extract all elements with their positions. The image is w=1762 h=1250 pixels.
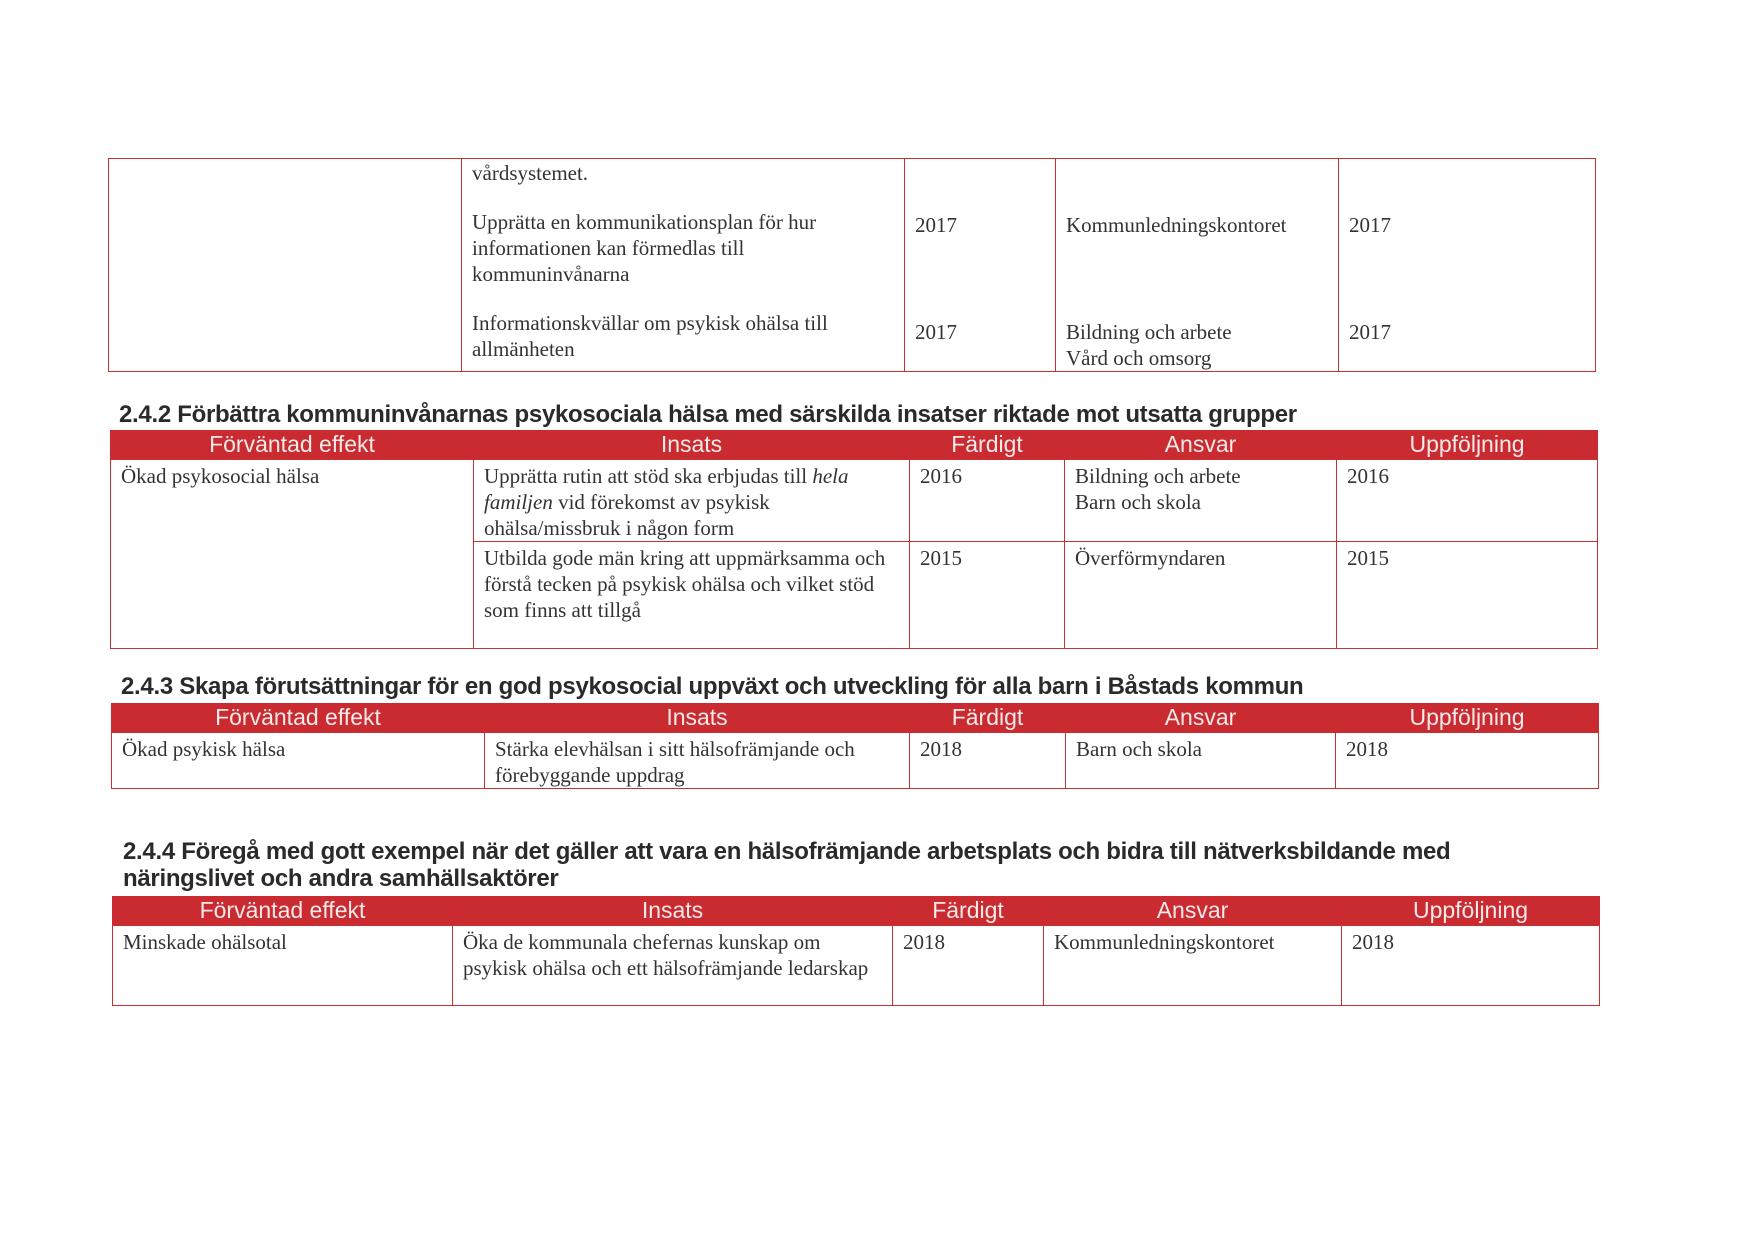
header-uppfoljning: Uppföljning [1336, 703, 1599, 733]
effekt-text: Ökad psykisk hälsa [122, 737, 286, 761]
fardigt-cell [910, 733, 1066, 789]
fardigt-cell [893, 926, 1044, 1006]
fardigt-text: 2016 [920, 464, 962, 488]
fardigt-cell [910, 542, 1065, 649]
section-heading-2-4-3: 2.4.3 Skapa förutsättningar för en god psykosocial uppväxt och utveckling för alla barn i Båstads kommun [121, 673, 1304, 700]
fardigt-text: 2017 [915, 320, 957, 344]
table-row [111, 460, 1598, 542]
uppfoljning-text: 2015 [1347, 546, 1389, 570]
insats-cell [462, 159, 905, 372]
section-heading-line: näringslivet och andra samhällsaktörer [123, 865, 559, 892]
insats-text: Öka de kommunala chefernas kunskap om psykisk ohälsa och ett hälsofrämjande ledarskap [463, 930, 869, 980]
header-insats: Insats [453, 896, 893, 926]
header-ansvar: Ansvar [1066, 703, 1336, 733]
section-heading-2-4-2: 2.4.2 Förbättra kommuninvånarnas psykosociala hälsa med särskilda insatser riktade mot utsatta grupper [119, 401, 1297, 428]
table-row [112, 733, 1599, 789]
table-2-4-2 [110, 430, 1598, 649]
insats-cell [474, 542, 910, 649]
header-forvantad-effekt: Förväntad effekt [113, 896, 453, 926]
effekt-cell [112, 733, 485, 789]
header-forvantad-effekt: Förväntad effekt [112, 703, 485, 733]
header-fardigt: Färdigt [893, 896, 1044, 926]
uppfoljning-text: 2017 [1349, 213, 1391, 237]
header-uppfoljning: Uppföljning [1337, 430, 1598, 460]
fardigt-text: 2018 [920, 737, 962, 761]
uppfoljning-text: 2017 [1349, 320, 1391, 344]
header-fardigt: Färdigt [910, 430, 1065, 460]
section-heading-line: 2.4.4 Föregå med gott exempel när det gäller att vara en hälsofrämjande arbetsplats och bidra till nätverksbildande med [123, 838, 1451, 865]
insats-cell [474, 460, 910, 542]
insats-text: Upprätta rutin att stöd ska erbjudas till hela familjen vid förekomst av psykisk ohälsa/missbruk i någon form [484, 464, 849, 540]
header-ansvar: Ansvar [1065, 430, 1337, 460]
fardigt-text: 2015 [920, 546, 962, 570]
ansvar-text: Bildning och arbete [1075, 464, 1241, 488]
uppfoljning-cell [1337, 460, 1598, 542]
table-row [113, 926, 1600, 1006]
ansvar-text: Överförmyndaren [1075, 546, 1226, 570]
ansvar-text: Barn och skola [1076, 737, 1202, 761]
table-header-row [112, 703, 1599, 733]
uppfoljning-text: 2016 [1347, 464, 1389, 488]
fardigt-cell [905, 159, 1056, 372]
table-header-row [111, 430, 1598, 460]
ansvar-cell [1056, 159, 1339, 372]
insats-text: Stärka elevhälsan i sitt hälsofrämjande och förebyggande uppdrag [495, 737, 855, 787]
header-insats: Insats [474, 430, 910, 460]
ansvar-text: Kommunledningskontoret [1054, 930, 1275, 954]
ansvar-cell [1065, 542, 1337, 649]
ansvar-cell [1066, 733, 1336, 789]
insats-text: vårdsystemet. [472, 161, 589, 185]
ansvar-cell [1044, 926, 1342, 1006]
ansvar-text: Barn och skola [1075, 490, 1201, 514]
effekt-text: Minskade ohälsotal [123, 930, 287, 954]
header-fardigt: Färdigt [910, 703, 1066, 733]
insats-text: Informationskvällar om psykisk ohälsa till allmänheten [472, 311, 828, 361]
header-ansvar: Ansvar [1044, 896, 1342, 926]
section-heading-2-4-4 [123, 838, 1450, 892]
ansvar-text: Bildning och arbete [1066, 320, 1232, 344]
effekt-cell [113, 926, 453, 1006]
insats-text: Utbilda gode män kring att uppmärksamma och förstå tecken på psykisk ohälsa och vilket stöd som finns att tillgå [484, 546, 886, 622]
header-forvantad-effekt: Förväntad effekt [111, 430, 474, 460]
effekt-cell [111, 460, 474, 649]
fardigt-text: 2018 [903, 930, 945, 954]
table-2-4-3 [111, 703, 1599, 789]
table-header-row [113, 896, 1600, 926]
uppfoljning-text: 2018 [1352, 930, 1394, 954]
fardigt-text: 2017 [915, 213, 957, 237]
insats-text: Upprätta en kommunikationsplan för hur informationen kan förmedlas till kommuninvånarna [472, 210, 817, 286]
header-insats: Insats [485, 703, 910, 733]
effekt-text: Ökad psykosocial hälsa [121, 464, 320, 488]
fardigt-cell [910, 460, 1065, 542]
ansvar-text: Vård och omsorg [1066, 346, 1212, 370]
uppfoljning-cell [1342, 926, 1600, 1006]
header-uppfoljning: Uppföljning [1342, 896, 1600, 926]
effekt-cell-empty [109, 159, 462, 372]
ansvar-text: Kommunledningskontoret [1066, 213, 1287, 237]
insats-cell [453, 926, 893, 1006]
table-2-4-4 [112, 896, 1600, 1006]
uppfoljning-cell [1336, 733, 1599, 789]
ansvar-cell [1065, 460, 1337, 542]
insats-cell [485, 733, 910, 789]
uppfoljning-cell [1339, 159, 1596, 372]
table-continuation [108, 158, 1596, 372]
uppfoljning-cell [1337, 542, 1598, 649]
uppfoljning-text: 2018 [1346, 737, 1388, 761]
